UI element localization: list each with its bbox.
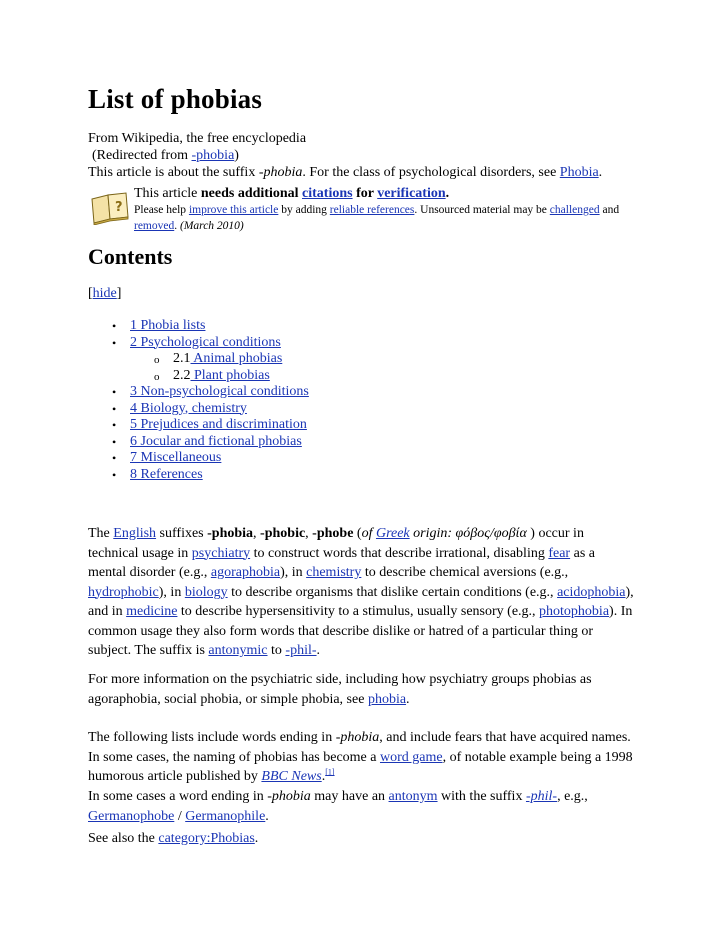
verification-link[interactable]: verification	[377, 186, 446, 201]
notice-bold: needs additional	[200, 186, 303, 201]
toc-link-phobia-lists[interactable]: 1 Phobia lists	[130, 318, 206, 333]
toc-link-biology[interactable]: 4 Biology, chemistry	[130, 400, 247, 416]
toc-item-3	[88, 384, 309, 401]
para-line: common usage they also form words that describe dislike or hatred of a particular thing or	[88, 623, 594, 639]
toc-item-4	[88, 401, 309, 418]
link-category-phobias[interactable]: category:Phobias	[158, 831, 255, 846]
contents-heading: Contents	[88, 244, 173, 269]
circle-bullet-icon: o	[154, 370, 160, 383]
hide-link[interactable]: hide	[92, 286, 117, 301]
para-line: subject. The suffix is antonymic to -phil-.	[88, 643, 321, 658]
hatnote-text-c: .	[598, 165, 603, 180]
toc-item-6	[88, 434, 309, 451]
toc-item-2	[88, 335, 309, 352]
improve-article-link[interactable]: improve this article	[188, 204, 279, 216]
redirect-prefix: (Redirected from	[92, 148, 192, 163]
bullet-icon: •	[112, 451, 117, 465]
link-antonymic[interactable]: antonymic	[208, 643, 268, 658]
para-line: hydrophobic), in biology to describe organisms that dislike certain conditions (e.g., acidophobia),	[88, 584, 634, 600]
challenged-link[interactable]: challenged	[549, 204, 600, 216]
bracket-close: ]	[116, 286, 122, 301]
link-hydrophobic[interactable]: hydrophobic	[88, 584, 159, 600]
toc-number: 2.1	[173, 351, 191, 366]
para-line: technical usage in psychiatry to construct words that describe irrational, disabling fear as a	[88, 545, 595, 561]
bullet-icon: •	[112, 467, 117, 482]
notice-line-1	[134, 185, 654, 202]
notice-text-2c: by adding	[278, 204, 330, 216]
para-line: For more information on the psychiatric side, including how psychiatry groups phobias as	[88, 672, 592, 687]
hatnote-link-phobia[interactable]: Phobia	[559, 165, 599, 180]
link-phil[interactable]: -phil-	[285, 643, 317, 658]
link-fear[interactable]: fear	[548, 545, 571, 561]
see-also-paragraph	[88, 829, 648, 849]
link-word-game[interactable]: word game	[379, 749, 443, 765]
book-icon	[88, 191, 132, 225]
toc-item-5	[88, 417, 309, 434]
redirect-note	[92, 147, 239, 164]
citation-1-link[interactable]: [1]	[325, 767, 335, 777]
para-line: In some cases a word ending in -phobia may have an antonym with the suffix -phil-, e.g.,	[88, 789, 588, 804]
para-line: and in medicine to describe hypersensitivity to a stimulus, usually sensory (e.g., photophobia). In	[88, 604, 633, 619]
link-photophobia[interactable]: photophobia	[539, 604, 610, 619]
bullet-icon: •	[112, 385, 117, 399]
bullet-icon: •	[112, 401, 117, 416]
toc-link-non-psychological[interactable]: 3 Non-psychological conditions	[130, 384, 309, 399]
link-antonym[interactable]: antonym	[388, 789, 438, 804]
link-chemistry[interactable]: chemistry	[306, 565, 362, 580]
toc-item-8	[88, 467, 309, 484]
link-phil-suffix[interactable]: -phil-	[525, 789, 558, 804]
toc-item-7	[88, 450, 309, 467]
bullet-icon: •	[112, 434, 117, 449]
notice-text	[134, 185, 654, 234]
para-line: The English suffixes -phobia, -phobic, -phobe (of Greek origin: φόβος/φοβία ) occur in	[88, 526, 584, 541]
notice-line-3	[134, 218, 654, 234]
circle-bullet-icon: o	[154, 354, 160, 366]
link-english[interactable]: English	[113, 526, 157, 541]
psychiatric-paragraph	[88, 670, 648, 709]
toc-link-psychological[interactable]: 2 Psychological conditions	[130, 334, 281, 350]
bullet-icon: •	[112, 335, 117, 350]
notice-text-2g: and	[599, 204, 620, 216]
notice-text-2a: Please help	[134, 204, 189, 216]
toc-link-prejudices[interactable]: 5 Prejudices and discrimination	[130, 417, 307, 432]
table-of-contents	[88, 318, 309, 483]
bullet-icon: •	[112, 418, 117, 432]
toc-number: 2.2	[173, 367, 191, 383]
citations-link[interactable]: citations	[302, 186, 353, 201]
notice-period: .	[445, 186, 450, 201]
bullet-icon: •	[112, 319, 117, 333]
redirect-link[interactable]: -phobia	[191, 148, 235, 163]
link-greek[interactable]: Greek	[375, 526, 410, 541]
hatnote-text-b: . For the class of psychological disorders, see	[302, 165, 560, 180]
hatnote-italic: -phobia	[258, 165, 303, 180]
notice-text-3b: .	[174, 220, 180, 232]
notice-text-1a: This article	[134, 186, 201, 201]
hatnote-text-a: This article is about the suffix	[88, 165, 259, 180]
page-title: List of phobias	[88, 84, 263, 114]
toc-link-miscellaneous[interactable]: 7 Miscellaneous	[130, 450, 222, 465]
toc-item-2-2	[88, 368, 309, 385]
toc-link-references[interactable]: 8 References	[130, 466, 203, 482]
link-phobia[interactable]: phobia	[367, 691, 407, 707]
svg-text:?: ?	[115, 200, 123, 215]
removed-link[interactable]: removed	[134, 220, 175, 232]
toc-link-animal-phobias[interactable]: Animal phobias	[190, 351, 283, 366]
para-line: The following lists include words ending in -phobia, and include fears that have acquired names.	[88, 730, 631, 745]
toc-link-jocular[interactable]: 6 Jocular and fictional phobias	[130, 433, 302, 449]
para-line: Germanophobe / Germanophile.	[88, 808, 269, 824]
bracket-open: [	[88, 286, 93, 301]
para-line: mental disorder (e.g., agoraphobia), in chemistry to describe chemical aversions (e.g.,	[88, 565, 569, 580]
toc-toggle	[88, 286, 121, 302]
link-agoraphobia[interactable]: agoraphobia	[210, 565, 281, 580]
notice-date: (March 2010)	[179, 220, 244, 232]
toc-item-1	[88, 318, 309, 335]
para-line: humorous article published by BBC News.[1]	[88, 767, 335, 784]
para-line: In some cases, the naming of phobias has become a word game, of notable example being a 1998	[88, 749, 633, 765]
antonym-paragraph	[88, 787, 648, 826]
notice-line-2	[134, 202, 654, 218]
tagline: From Wikipedia, the free encyclopedia	[88, 131, 307, 146]
citation-notice	[88, 185, 648, 235]
link-bbc-news[interactable]: BBC News	[261, 769, 322, 784]
toc-link-plant-phobias[interactable]: Plant phobias	[190, 367, 270, 383]
link-germanophobe[interactable]: Germanophobe	[88, 808, 175, 824]
para-line: agoraphobia, social phobia, or simple phobia, see phobia.	[88, 691, 410, 707]
redirect-suffix: )	[234, 148, 239, 163]
link-biology[interactable]: biology	[184, 584, 228, 600]
hatnote	[88, 164, 602, 181]
link-psychiatry[interactable]: psychiatry	[191, 545, 251, 561]
para-line: See also the category:Phobias.	[88, 831, 259, 846]
lists-paragraph	[88, 709, 648, 787]
notice-for: for	[352, 186, 378, 201]
notice-text-2e: . Unsourced material may be	[414, 204, 550, 216]
link-medicine[interactable]: medicine	[126, 604, 178, 619]
intro-paragraph	[88, 524, 648, 661]
link-acidophobia[interactable]: acidophobia	[557, 584, 626, 600]
toc-item-2-1	[88, 351, 309, 368]
link-germanophile[interactable]: Germanophile	[185, 808, 266, 824]
reliable-references-link[interactable]: reliable references	[329, 204, 415, 216]
